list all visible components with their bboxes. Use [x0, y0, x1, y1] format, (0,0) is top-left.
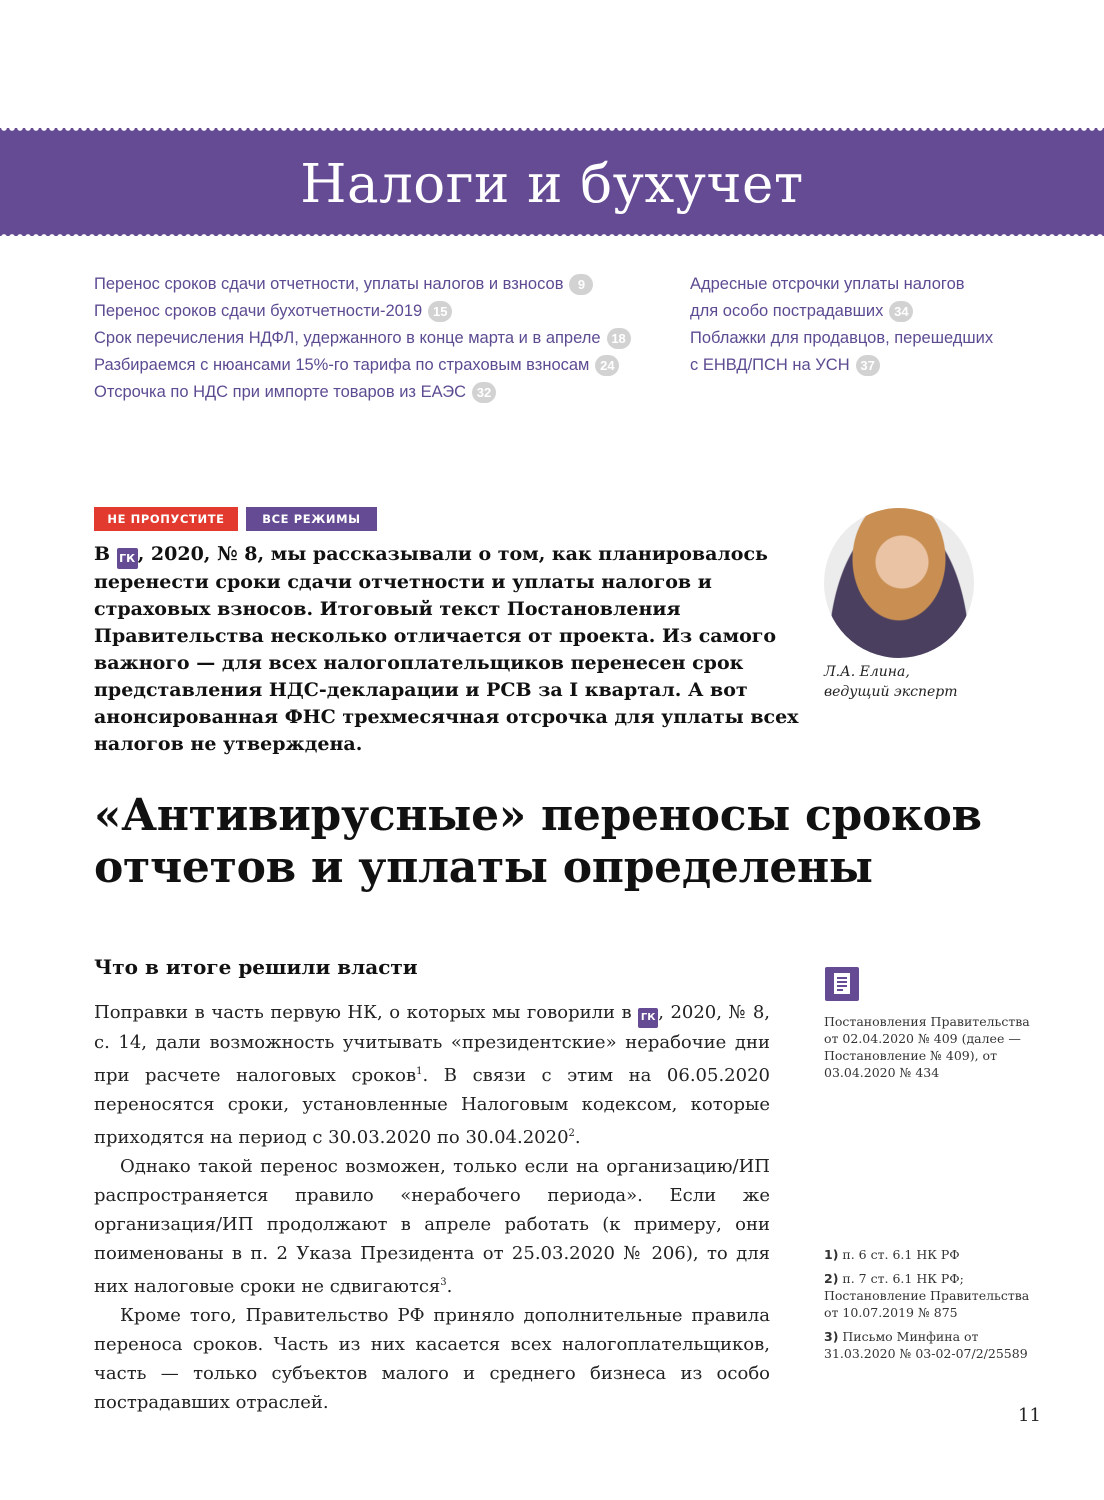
page-badge: 15: [428, 301, 452, 322]
paragraph: Поправки в часть первую НК, о которых мы говорили в ГК , 2020, № 8, с. 14, дали возможность учитывать «президентские» нерабочие дни при расчете налоговых сроков$^1$. В связи с этим на 06.05.2020 переносятся сроки, установленные Налоговым кодексом, которые приходятся на период с 30.03.2020 по 30.04.2020$^2$.: [94, 1002, 770, 1148]
toc-item[interactable]: Отсрочка по НДС при импорте товаров из ЕАЭС 32: [94, 380, 631, 407]
page-badge: 34: [889, 301, 913, 322]
side-note: Постановления Правительства от 02.04.2020 № 409 (далее — Постановление № 409), от 03.04.2020 № 434: [824, 1014, 1030, 1080]
footnote-ref[interactable]: 3: [440, 1277, 447, 1288]
toc-item[interactable]: Адресные отсрочки уплаты налогов для особо пострадавших 34: [690, 272, 993, 326]
toc-left: [94, 272, 631, 407]
page-number: 11: [1018, 1405, 1041, 1426]
article-body: [94, 998, 770, 1417]
toc-item[interactable]: Срок перечисления НДФЛ, удержанного в конце марта и в апреле 18: [94, 326, 631, 353]
toc-right: [690, 272, 993, 380]
tag-all-regimes: ВСЕ РЕЖИМЫ: [246, 507, 377, 531]
lead-paragraph: В ГК , 2020, № 8, мы рассказывали о том, как планировалось перенести сроки сдачи отчетности и уплаты налогов и страховых взносов. Итоговый текст Постановления Правительства несколько отличается от проекта. Из самого важного — для всех налогоплательщиков перенесен срок представления НДС-декларации и РСВ за I квартал. А вот анонсированная ФНС трехмесячная отсрочка для уплаты всех налогов не утверждена.: [94, 543, 799, 755]
toc-item[interactable]: Разбираемся с нюансами 15%-го тарифа по страховым взносам 24: [94, 353, 631, 380]
paragraph: Кроме того, Правительство РФ приняло дополнительные правила переноса сроков. Часть из них касается всех налогоплательщиков, часть — только субъектов малого и среднего бизнеса из особо пострадавших отраслей.: [94, 1305, 770, 1413]
section-banner: [0, 128, 1104, 236]
page-badge: 9: [569, 274, 593, 295]
toc-item[interactable]: Перенос сроков сдачи отчетности, уплаты налогов и взносов 9: [94, 272, 631, 299]
gk-logo-icon: ГК: [638, 1008, 658, 1028]
article-headline: «Антивирусные» переносы сроков отчетов и уплаты определены: [94, 790, 982, 893]
footnote-ref[interactable]: 2: [568, 1128, 575, 1139]
section-subhead: Что в итоге решили власти: [94, 955, 418, 979]
toc-item[interactable]: Перенос сроков сдачи бухотчетности-2019 15: [94, 299, 631, 326]
section-title: Налоги и бухучет: [300, 154, 804, 215]
footnote-ref[interactable]: 1: [416, 1066, 423, 1077]
toc-item[interactable]: Поблажки для продавцов, перешедших с ЕНВД/ПСН на УСН 37: [690, 326, 993, 380]
gk-logo-icon: ГК: [117, 548, 138, 569]
footnotes: [824, 1246, 1044, 1369]
author-caption: [824, 662, 958, 702]
footnote: 3) Письмо Минфина от 31.03.2020 № 03-02-07/2/25589: [824, 1329, 1028, 1361]
tag-dont-miss: НЕ ПРОПУСТИТЕ: [94, 507, 238, 531]
author-name: Л.А. Елина,: [824, 664, 910, 680]
paragraph: Однако такой перенос возможен, только если на организацию/ИП распространяется правило «нерабочего периода». Если же организация/ИП продолжают в апреле работать (к примеру, они поименованы в п. 2 Указа Президента от 25.03.2020 № 206), то для них налоговые сроки не сдвигаются$^3$.: [94, 1156, 770, 1297]
author-photo: [824, 508, 974, 658]
page-badge: 37: [856, 355, 880, 376]
footnote: 1) п. 6 ст. 6.1 НК РФ: [824, 1247, 960, 1262]
page-badge: 18: [607, 328, 631, 349]
page-badge: 24: [595, 355, 619, 376]
author-role: ведущий эксперт: [824, 684, 958, 700]
page-badge: 32: [472, 382, 496, 403]
document-icon: [825, 967, 859, 1001]
footnote: 2) п. 7 ст. 6.1 НК РФ; Постановление Правительства от 10.07.2019 № 875: [824, 1271, 1030, 1320]
